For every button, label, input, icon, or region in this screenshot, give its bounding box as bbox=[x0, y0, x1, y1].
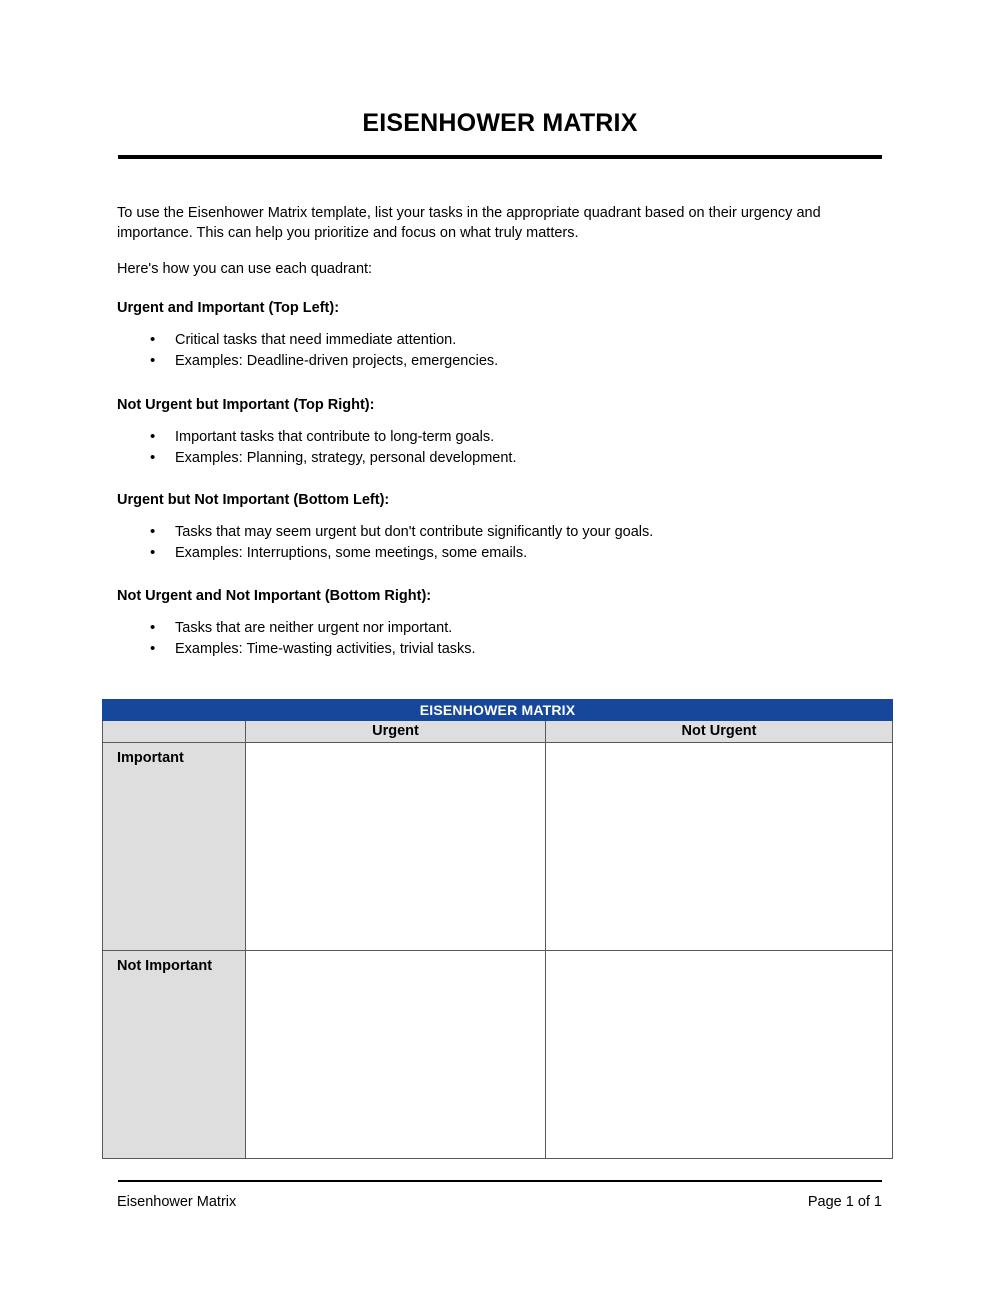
matrix-corner-cell bbox=[103, 721, 246, 743]
list-item bbox=[117, 427, 897, 448]
quadrant-section-urgent-not-important bbox=[117, 490, 897, 563]
eisenhower-matrix-table bbox=[102, 699, 893, 1159]
bullet-icon: • bbox=[150, 331, 156, 348]
bullet-icon: • bbox=[150, 351, 156, 369]
quadrant-section-urgent-important bbox=[117, 298, 897, 371]
matrix-cell-urgent-important[interactable] bbox=[246, 743, 546, 951]
list-item bbox=[117, 522, 897, 543]
matrix-cell-urgent-not-important[interactable] bbox=[246, 951, 546, 1159]
footer-page-number: Page 1 of 1 bbox=[807, 1194, 882, 1210]
section-heading: Not Urgent but Important (Top Right): bbox=[117, 397, 375, 413]
footer-divider-rule bbox=[118, 1180, 882, 1182]
list-item-label: Examples: Planning, strategy, personal development. bbox=[175, 449, 517, 466]
matrix-row-label-important: Important bbox=[103, 743, 246, 951]
list-item bbox=[117, 618, 897, 639]
quadrant-section-not-urgent-not-important bbox=[117, 586, 897, 659]
section-bullet-list bbox=[117, 330, 897, 371]
table-row-banner bbox=[103, 700, 893, 721]
list-item-label: Critical tasks that need immediate attention. bbox=[175, 332, 457, 348]
table-row-not-important bbox=[103, 951, 893, 1159]
section-bullet-list bbox=[117, 522, 897, 563]
matrix-row-label-not-important: Not Important bbox=[103, 951, 246, 1159]
lead-in-text: Here's how you can use each quadrant: bbox=[117, 261, 373, 277]
table-row-column-headers bbox=[103, 721, 893, 743]
list-item bbox=[117, 448, 897, 469]
list-item bbox=[117, 543, 897, 564]
list-item-label: Important tasks that contribute to long-term goals. bbox=[175, 429, 495, 445]
list-item-label: Examples: Deadline-driven projects, emergencies. bbox=[175, 352, 499, 369]
list-item bbox=[117, 351, 897, 372]
table-row-important bbox=[103, 743, 893, 951]
bullet-icon: • bbox=[150, 619, 156, 636]
intro-paragraph: To use the Eisenhower Matrix template, list your tasks in the appropriate quadrant based on their urgency and importance. This can help you prioritize and focus on what truly matters. bbox=[117, 205, 821, 241]
matrix-column-header-urgent: Urgent bbox=[246, 721, 546, 743]
section-heading: Urgent and Important (Top Left): bbox=[117, 300, 340, 316]
page-title: EISENHOWER MATRIX bbox=[362, 109, 638, 137]
quadrant-section-not-urgent-important bbox=[117, 395, 897, 468]
section-heading: Urgent but Not Important (Bottom Left): bbox=[117, 492, 390, 508]
section-bullet-list bbox=[117, 618, 897, 659]
matrix-cell-not-urgent-not-important[interactable] bbox=[546, 951, 893, 1159]
matrix-banner-title: EISENHOWER MATRIX bbox=[103, 700, 893, 721]
footer-document-name: Eisenhower Matrix bbox=[117, 1194, 237, 1210]
list-item-label: Tasks that are neither urgent nor important. bbox=[175, 620, 453, 636]
list-item bbox=[117, 330, 897, 351]
bullet-icon: • bbox=[150, 428, 156, 445]
bullet-icon: • bbox=[150, 543, 156, 561]
bullet-icon: • bbox=[150, 448, 156, 466]
matrix-column-header-not-urgent: Not Urgent bbox=[546, 721, 893, 743]
list-item-label: Examples: Interruptions, some meetings, some emails. bbox=[175, 544, 528, 561]
list-item-label: Examples: Time-wasting activities, trivial tasks. bbox=[175, 640, 476, 657]
bullet-icon: • bbox=[150, 523, 156, 540]
bullet-icon: • bbox=[150, 639, 156, 657]
section-heading: Not Urgent and Not Important (Bottom Right): bbox=[117, 588, 432, 604]
section-bullet-list bbox=[117, 427, 897, 468]
list-item bbox=[117, 639, 897, 660]
list-item-label: Tasks that may seem urgent but don't contribute significantly to your goals. bbox=[175, 524, 654, 540]
matrix-cell-not-urgent-important[interactable] bbox=[546, 743, 893, 951]
title-divider-rule bbox=[118, 155, 882, 159]
